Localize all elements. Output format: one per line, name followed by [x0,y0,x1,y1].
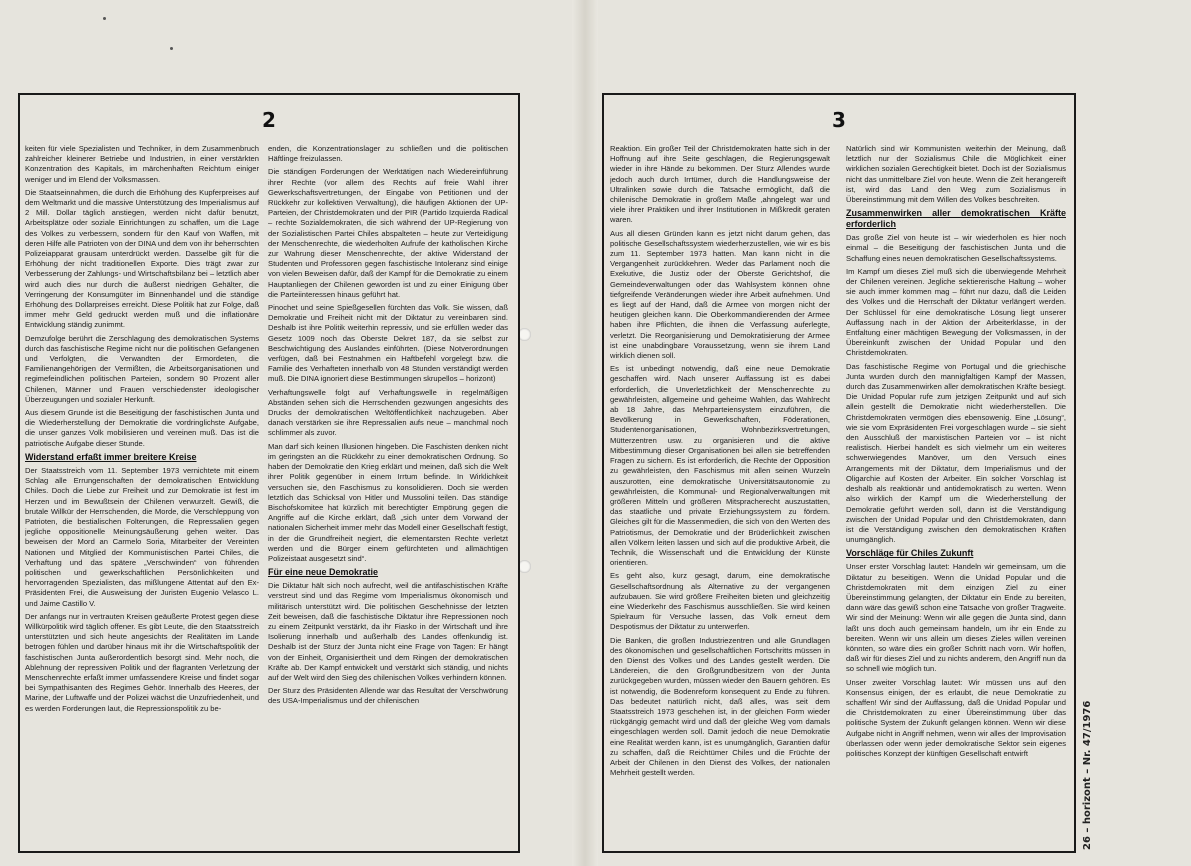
paragraph: Die Staatseinnahmen, die durch die Erhöhung des Kupferpreises auf dem Weltmarkt und die massive Unterstützung des Imperialismus auf 2 Mill. Dollar täglich anstiegen, werden nicht dafür benutzt, Arbeitsplätze oder soziale Einrichtungen zu schaffen, um die Lage des Volkes zu verbessern, sondern für den Kauf von Waffen, mit deren Hilfe alle Patrioten von der DINA und dem von ihr beherrschten Polizeiapparat grausam unterdrückt werden. Dasselbe gilt für die Erhöhung der nicht traditionellen Exporte. Dies trägt zwar zur Verbesserung der Zahlungs- und Wirtschaftsbilanz bei – letztlich aber wird auch dies nur durch die äußerst niedrigen Gehälter, die Verringerung der Konsumgüter im Binnenhandel und die ständige Erhöhung des Dollarpreises erreicht. Diese Politik hat zur Folge, daß immer mehr Geld gedruckt werden muß und die inflationäre Entwicklung ständig zunimmt. [25,187,259,330]
paragraph: enden, die Konzentrationslager zu schließen und die politischen Häftlinge freizulassen. [268,144,508,164]
paragraph: Unser erster Vorschlag lautet: Handeln wir gemeinsam, um die Diktatur zu beseitigen. Wenn die Unidad Popular und die Christdemokraten mit dem einzigen Ziel zu einer Übereinstimmung gelangten, der Diktatur ein Ende zu bereiten, dann wäre das gewiß schon eine Tatsache von großer Tragweite. Wir sind der Meinung: Wenn wir alle gegen die Junta sind, dann laßt uns doch auch gemeinsam handeln, um ihr ein Ende zu bereiten. Wenn wir uns allein um dieses Zieles willen vereinen könnten, so wäre dies ein großer Schritt nach vorn. Wir hoffen, daß wir für dieses Ziel und zu nichts anderem, den Angriff nun da so schnell wie möglich tun. [846,562,1066,674]
paragraph: Reaktion. Ein großer Teil der Christdemokraten hatte sich in der Hoffnung auf ihre Seite geschlagen, die Regierungsgewalt wieder in ihre Hände zu bekommen. Der Sturz Allendes wurde jedoch auch durch Irrtümer, durch die Handlungsweise der Ultralinken sowie durch die Tatsache ermöglicht, daß die chilenische Demokratie in großem Maße ‚ahngelegt war und viele ihrer Praktiken und ihrer Institutionen in Mißkredit geraten waren. [610,144,830,225]
left-column-1 [25,144,259,845]
print-speck [170,47,173,50]
paragraph: Die ständigen Forderungen der Werktätigen nach Wiedereinführung ihrer Rechte (vor allem des Rechts auf freie Wahl ihrer Gewerkschaftsvertretungen, der Eingabe von Petitionen und der Rückkehr zur kollektiven Verwaltung), die häufigen Aktionen der UP-Parteien, der Christdemokraten und der PIR (Partido Izquierda Radical – rechte Sozialdemokraten, die sich während der UP-Regierung von der Sozialistischen Partei Chiles abspalteten – heute zur Verteidigung der Menschenrechte, die wiederholten Aufrufe der katholischen Kirche zur Wahrung dieser Menschenrechte, der aktive Widerstand der Studenten und Professoren gegen faschistische Intoleranz sind einige von vielen Beweisen dafür, daß der Kampf für die Demokratie zu einem Hauptanliegen der Chilenen geworden ist und zu einer Einigung über die Parteiinteressen hinaus geführt hat. [268,167,508,299]
paragraph: Die Diktatur hält sich noch aufrecht, weil die antifaschistischen Kräfte verstreut sind und das Regime vom Imperialismus ökonomisch und militärisch unterstützt wird. Die politischen Geschehnisse der letzten Zeit beweisen, daß die faschistische Diktatur ihre Repressionen noch zu einem Zeitpunkt verstärkt, da ihr Fiasko in der Wirtschaft und ihre Isolierung innerhalb und außerhalb des Landes offenkundig ist. Deshalb ist der Sturz der Junta nicht eine Frage von Tagen: Er hängt von der Einheit, Organisiertheit und dem Ringen der demokratischen Kräfte ab. Der Kampf entwickelt und verstärkt sich ständig, und nichts auf der Welt wird den Sieg des chilenischen Volkes verhindern können. [268,581,508,682]
paragraph: Verhaftungswelle folgt auf Verhaftungswelle in regelmäßigen Abständen sehen sich die Herrschenden gezwungen angesichts des Drucks der demokratischen Weltöffentlichkeit nachzugeben. Aber danach verstärken sie ihre Repressalien aufs neue – manchmal noch schlimmer als zuvor. [268,387,508,438]
paragraph: Der Staatsstreich vom 11. September 1973 vernichtete mit einem Schlag alle Errungenschaften der demokratischen Entwicklung Chiles. Doch die Liebe zur Freiheit und zur Demokratie ist fest im Herzen und im Bewußtsein der Chilenen verwurzelt. Gewiß, die brutale Willkür der Herrschenden, die Morde, die Verschleppung von Patrioten, die bestialischen Folterungen, die Repressalien gegen jegliche oppositionelle Meinungsäußerung gehen weiter. Das beweisen der Mord an Carmelo Soria, Mitarbeiter der Vereinten Nationen und Mitglied der Kommunistischen Partei Chiles, die Verhaftung und das spätere „Verschwinden“ von führenden politischen und gewerkschaftlichen Persönlichkeiten und hervorragenden Spezialisten, das mißlungene Attentat auf den Ex-Präsidenten Frei, die Ausweisung der Juristen Eugenio Velasco L. und Jaime Castillo V. [25,465,259,608]
paragraph: Es geht also, kurz gesagt, darum, eine demokratische Gesellschaftsordnung als Alternative zu der vergangenen aufzubauen. Sie wird größere Freiheiten bieten und gleichzeitig eine Wiederkehr des Faschismus ausschließen. Sie wird keinen Spielraum für Versuche lassen, das Volk erneut dem Despotismus der Diktatur zu unterwerfen. [610,571,830,632]
paragraph: Es ist unbedingt notwendig, daß eine neue Demokratie geschaffen wird. Nach unserer Auffassung ist es dabei erforderlich, die Unverletzlichkeit der Menschenrechte zu gewährleisten, allgemeine und geheime Wahlen, das Wahlrecht ab 18 Jahre, das Mehrparteiensystem einzuführen, die Bevölkerung in Gewerkschaften, Föderationen, Studentenorganisationen, Wohnbezirksvertretungen, Mütterzentren usw. zu organisieren und die aktive Mitbestimmung dieser Organisationen bei allen sie betreffenden Fragen zu sichern. Es ist erforderlich, die Rechte der Opposition zu gewährleisten, den Faschismus mit allen seinen Wurzeln auszurotten, eine demokratische Universitätsautonomie zu gewährleisten, die Kommunal- und Regionalverwaltungen mit größeren Mitteln und größeren Mitspracherecht auszustatten, das staatliche und private Erziehungssystem zu fördern. Gleiches gilt für die Massenmedien, die sich von den Werten des Patriotismus, der Demokratie und der Brüderlichkeit zwischen allen Völkern leiten lassen und sich auf die produktive Arbeit, die Technik, die Wissenschaft und die Entwicklung der Künste orientieren. [610,364,830,568]
page-number-left: 2 [262,108,276,132]
right-column-1 [610,144,830,845]
paragraph: Aus diesem Grunde ist die Beseitigung der faschistischen Junta und die Wiederherstellung der Demokratie die vordringlichste Aufgabe, die unser ganzes Volk mobilisieren und vereinen muß. Das ist die patriotische Aufgabe dieser Stunde. [25,408,259,448]
paragraph: Natürlich sind wir Kommunisten weiterhin der Meinung, daß letztlich nur der Sozialismus Chile die Möglichkeit einer wirklichen sozialen Gerechtigkeit bietet. Doch ist der Sozialismus nicht das unmittelbare Ziel von heute. Wenn die Zeit herangereift ist, wird das Land den Weg zum Sozialismus in Übereinstimmung mit dem Willen des Volkes beschreiten. [846,144,1066,205]
paragraph: Das große Ziel von heute ist – wir wiederholen es hier noch einmal – die Beseitigung der faschistischen Junta und die Schaffung eines neuen demokratischen Gesellschaftssystems. [846,233,1066,263]
left-page-frame [18,93,520,853]
paragraph: keiten für viele Spezialisten und Techniker, in dem Zusammenbruch zahlreicher kleinerer Betriebe und Industrien, in einer verstärkten Konzentration des Kapitals, im märchenhaften Reichtum einiger weniger und im Elend der Volksmassen. [25,144,259,184]
section-heading: Vorschläge für Chiles Zukunft [846,548,974,559]
paragraph: Demzufolge berührt die Zerschlagung des demokratischen Systems durch das faschistische Regime nicht nur die politischen Gefangenen und Verfolgten, die Verwandten der Ermordeten, die Familienangehörigen der Vermißten, die Arbeitsorganisationen und regimefeindlichen politischen Parteien, sondern 90 Prozent aller Chilenen, Männer und Frauen verschiedenster ideologischer Überzeugungen und sozialer Herkunft. [25,333,259,404]
section-heading: Widerstand erfaßt immer breitere Kreise [25,451,197,462]
paragraph: Der Sturz des Präsidenten Allende war das Resultat der Verschwörung des USA-Imperialismus und der chilenischen [268,686,508,706]
section-heading: Für eine neue Demokratie [268,567,379,578]
left-column-2 [268,144,508,845]
page-footer [1082,630,1098,850]
paragraph: Das faschistische Regime von Portugal und die griechische Junta wurden durch den mannigfaltigen Kampf der Massen, durch das Zusammenwirken aller demokratischen Kräfte besiegt. Die Unidad Popular rufe zum jetzigen Zeitpunkt und auf sich allein gestellt die Demokratie nicht wiederherstellen. Die Christdemokraten vermögen dies ebensowenig. Eine „Lösung“, wie sie vom Expräsidenten Frei vorgeschlagen wurde – sie sieht den Ausschluß der marxistischen Parteien vor – ist nicht realistisch. Hierbei handelt es sich vielmehr um ein weiteres schwerwiegendes Manöver, um den Versuch eines Arrangements mit der Diktatur, dem Imperialismus und der Oligarchie auf Kosten der Arbeiter. Ein solcher Vorschlag ist deshalb als reaktionär und antidemokratisch zu werten. Wenn also wirklich der Kampf um die Wiederherstellung der Demokratie geführt werden soll, dann ist die Verständigung zwischen der Unidad Popular und den Christdemokraten, dann ist die Verständigung zwischen den demokratischen Kräften unumgänglich. [846,361,1066,545]
right-page-frame [602,93,1076,853]
paragraph: Unser zweiter Vorschlag lautet: Wir müssen uns auf den Konsensus einigen, der es erlaubt, die neue Demokratie zu schaffen! Wir sind der Auffassung, daß die Unidad Popular und die Christdemokraten zu einer Übereinstimmung über das politische System der Zukunft gelangen können. Wenn wir diese Aufgabe nicht in Angriff nehmen, wenn wir alles der Improvisation überlassen oder wenn jeder demokratische Sektor sein eigenes politisches Konzept der künftigen Gesellschaft entwirft [846,677,1066,758]
paragraph: Aus all diesen Gründen kann es jetzt nicht darum gehen, das politische Gesellschaftssystem wiederherzustellen, wie wir es bis zum 11. September 1973 hatten. Man kann nicht in die Vergangenheit zurückkehren. Weder das Parlament noch die Exekutive, die Justiz oder der Oberste Gerichtshof, die Gemeindeverwaltungen oder das Wahlsystem können ohne tiefgreifende Veränderungen wieder ihre Arbeit aufnehmen. Und es liegt auf der Hand, daß die Armee von morgen nicht der heutigen gleichen kann. Die Oberkommandierenden der Armee haben ihre Pflichten, die ihnen die Verfassung auferlegte, verletzt. Die Reorganisierung und Demokratisierung der Armee ist eine unabdingbare Voraussetzung, wenn sie ihrem Land wirklich dienen soll. [610,228,830,361]
paragraph: Man darf sich keinen Illusionen hingeben. Die Faschisten denken nicht im geringsten an die Rückkehr zu einer demokratischen Ordnung. So haben der Demokratie den Krieg erklärt und meinen, daß sich die Welt ihrer Politik gegenüber in einem Irrtum befinde. In Wirklichkeit versuchen sie, den Faschismus zu konsolidieren. Doch sie werden letztlich das Schicksal von Hitler und Mussolini teilen. Das ständige Bischofskomitee hat kürzlich mit berechtigter Empörung gegen die Angriffe auf die Kirche erklärt, daß „sich unter dem Vorwand der nationalen Sicherheit immer mehr das Modell einer Gesellschaft festigt, in der die Grundfreiheit negiert, die elementarsten Rechte verletzt werden und die Bürger einem gefürchteten und allmächtigen Polizeistaat ausgesetzt sind“. [268,441,508,563]
page-number-right: 3 [832,108,846,132]
paragraph: Der anfangs nur in vertrauten Kreisen geäußerte Protest gegen diese Willkürpolitik wird täglich offener. Es gibt Leute, die den Staatsstreich unterstützten und sich heute angesichts der Realitäten im Lande betrogen fühlen und darüber hinaus mit ihr die Wirtschaftspolitik der faschistischen Junta außerordentlich besorgt sind. Mehr noch, die Ablehnung der repressiven Politik und der flagranten Verletzung der Menschenrechte erfaßt immer umfassendere Kreise und findet sogar bei Sympathisanten des Regimes Gehör. Innerhalb des Heeres, der Marine, der Luftwaffe und der Polizei wächst die Unzufriedenheit, und es werden Forderungen laut, die Repressionspolitik zu be- [25,611,259,713]
paragraph: Im Kampf um dieses Ziel muß sich die überwiegende Mehrheit der Chilenen vereinen. Jegliche sektiererische Haltung – woher sie auch immer kommen mag – führt nur dazu, daß die Leiden des Volkes und die Herrschaft der Diktatur verlängert werden. Der Schlüssel für eine demokratische Lösung liegt unserer Auffassung nach in der Aktion der Arbeiterklasse, in der Entfaltung einer mächtigen Bewegung der Volksmassen, in der Übereinkunft zwischen der Unidad Popular und den Christdemokraten. [846,266,1066,358]
footer-text: 26 – horizont – Nr. 47/1976 [1082,700,1093,850]
paragraph: Die Banken, die großen Industriezentren und alle Grundlagen des ökonomischen und gesellschaftlichen Fortschritts müssen in den Dienst des Volkes und des Landes gestellt werden. Die Ländereien, die den Großgrundbesitzern von der Junta zurückgegeben wurden, müssen wieder den Bauern gehören. Es ist notwendig, die Bodenreform konsequent zu Ende zu führen. Das bedeutet natürlich nicht, daß alles, was seit dem Staatsstreich 1973 geschehen ist, in der gleichen Form wieder rückgängig gemacht wird und daß der gleiche Weg vom damals eingeschlagen werden soll. Damit jedoch die neue Demokratie eine Realität werden kann, ist es unumgänglich, Garantien dafür zu schaffen, daß die Reichtümer Chiles und die Früchte der Arbeit der Chilenen in den Dienst des Volkes, der nationalen Mehrheit gestellt werden. [610,635,830,778]
page-gutter [572,0,598,866]
print-speck [103,17,106,20]
section-heading: Zusammenwirken aller demokratischen Kräfte erforderlich [846,208,1066,230]
paragraph: Pinochet und seine Spießgesellen fürchten das Volk. Sie wissen, daß Demokratie und Freiheit nicht mit der Diktatur zu vereinbaren sind. Deshalb ist ihre Politik weiterhin repressiv, und sie erfüllen weder das Gesetz 1009 noch das Oberste Dekret 187, da sie selbst zur Beschwichtigung des Auslandes einführten. (Diese Notverordnungen verfügen, daß bei Festnahmen ein Haftbefehl vorgelegt bzw. die Familie des Verhafteten innerhalb von 48 Stunden verständigt werden muß. Die DINA ignoriert diese Bestimmungen skrupellos – horizont) [268,303,508,384]
right-column-2 [846,144,1066,845]
